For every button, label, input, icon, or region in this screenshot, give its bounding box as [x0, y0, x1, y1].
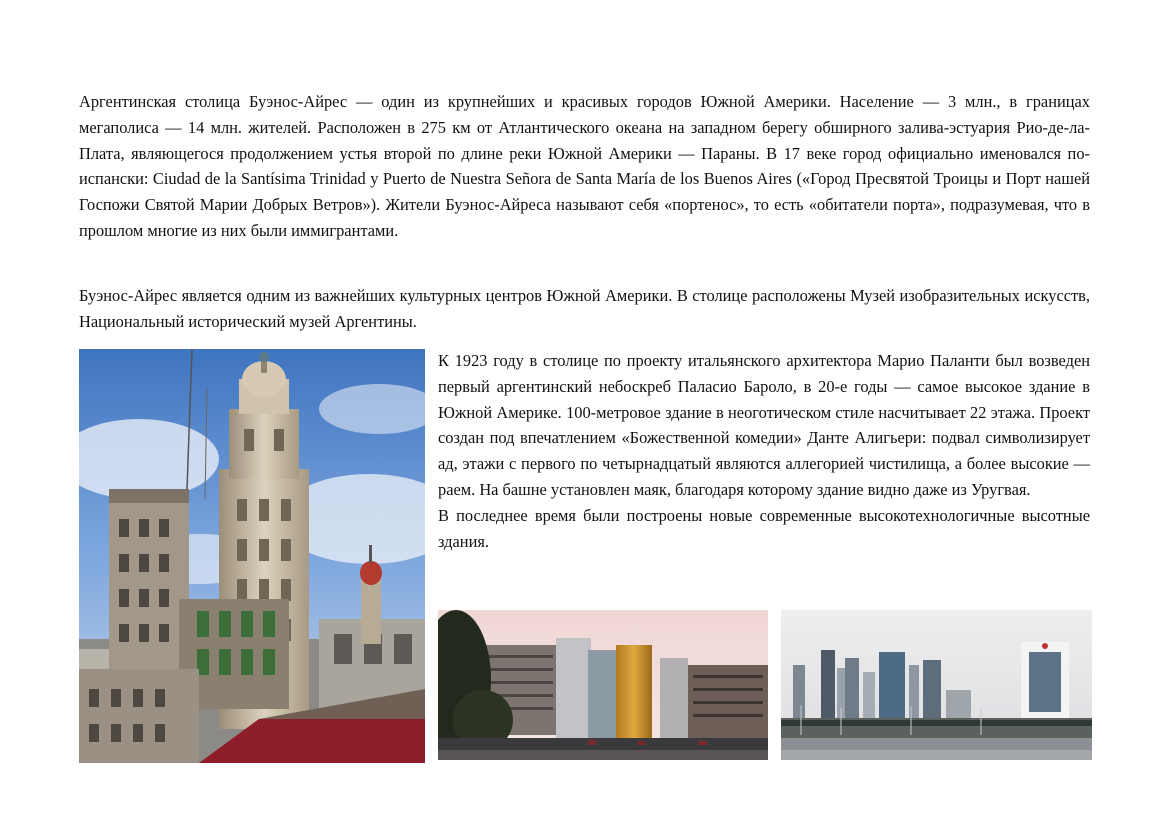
modern-buildings-paragraph: В последнее время были построены новые современные высокотехнологичные высотные здания.: [438, 505, 1090, 551]
intro-paragraph: Аргентинская столица Буэнос-Айрес — один из крупнейших и красивых городов Южной Америки. Население — 3 млн., в границах мегаполиса — 14 млн. жителей. Расположен в 275 км от Атлантического океана на западном берегу обширного залива-эстуария Рио-де-ла-Плата, являющегося продолжением устья второй по длине реки Южной Америки — Параны. В 17 веке город официально именовался по-испански: Ciudad de la Santísima Trinidad y Puerto de Nuestra Señora de Santa María de los Buenos Aires («Город Пресвятой Троицы и Порт нашей Госпожи Святой Марии Добрых Ветров»). Жители Буэнос-Айреса называют себя «портенос», то есть «обитатели порта», подразумевая, что в прошлом многие из них были иммигрантами.: [79, 92, 1090, 240]
culture-paragraph: Буэнос-Айрес является одним из важнейших культурных центров Южной Америки. В столице расположены Музей изобразительных искусств, Национальный исторический музей Аргентины.: [79, 286, 1090, 331]
waterfront-skyline-photo: [781, 610, 1092, 760]
modern-skyline-photo: [438, 610, 768, 760]
palacio-paragraph: К 1923 году в столице по проекту итальянского архитектора Марио Паланти был возведен первый аргентинский небоскреб Паласио Бароло, в 20-е годы — самое высокое здание в Южной Америке. 100-метровое здание в неоготическом стиле насчитывает 22 этажа. Проект создан под впечатлением «Божественной комедии» Данте Алигьери: подвал символизирует ад, этажи с первого по четырнадцатый являются аллегорией чистилища, а более высокие — раем. На башне установлен маяк, благодаря которому здание видно даже из Уругвая.: [438, 351, 1090, 499]
palacio-barolo-photo: [79, 349, 425, 763]
